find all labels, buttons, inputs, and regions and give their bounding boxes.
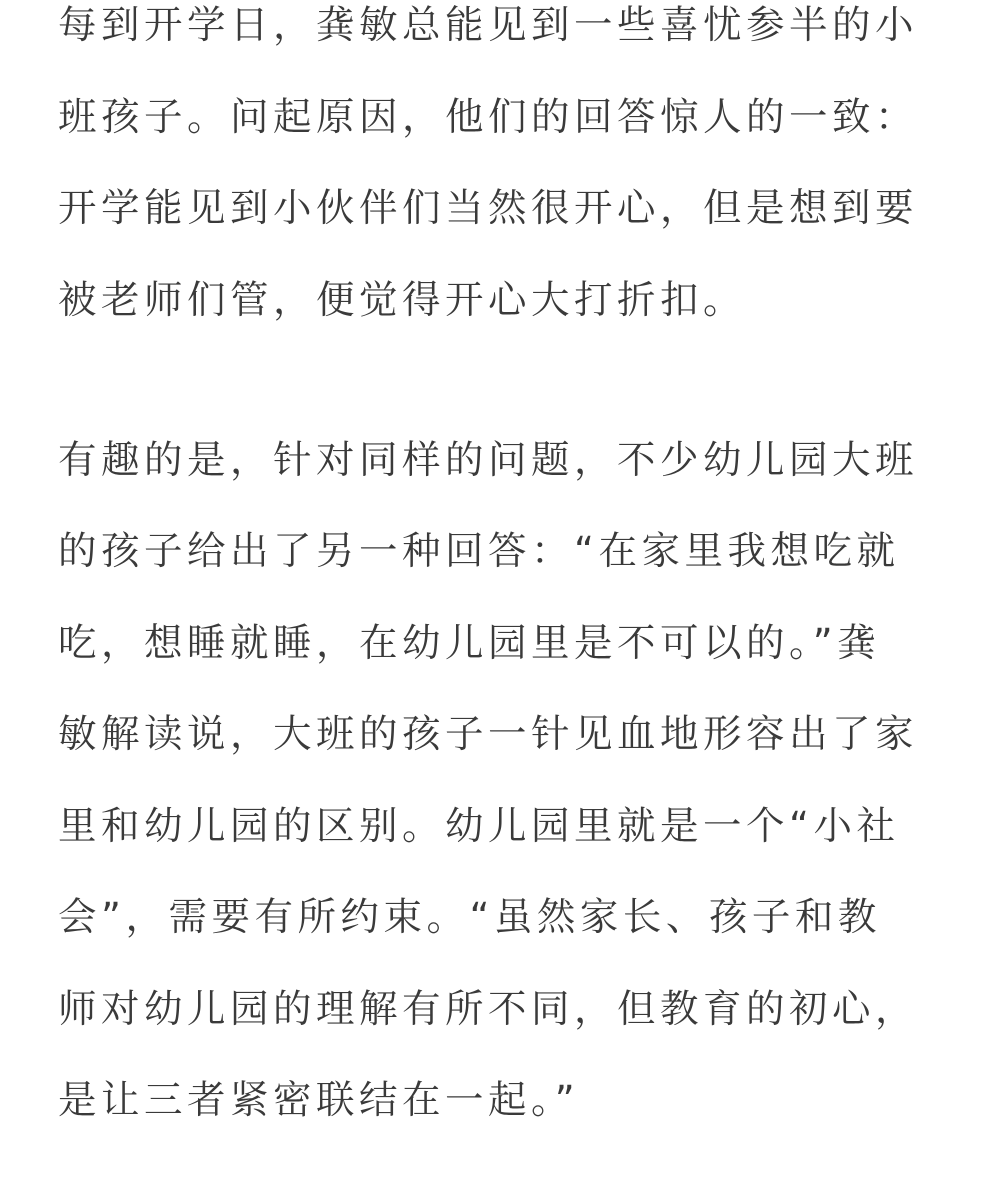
- text-line: 师对幼儿园的理解有所不同，但教育的初心，: [58, 987, 919, 1032]
- text-line: 里和幼儿园的区别。幼儿园里就是一个“小社: [58, 804, 900, 849]
- text-line: 的孩子给出了另一种回答：“在家里我想吃就: [58, 529, 900, 574]
- text-line: 是让三者紧密联结在一起。”: [58, 1078, 580, 1123]
- text-line: 开学能见到小伙伴们当然很开心，但是想到要: [58, 186, 919, 231]
- text-line: 被老师们管，便觉得开心大打折扣。: [58, 278, 747, 323]
- text-line: 会”，需要有所约束。“虽然家长、孩子和教: [58, 895, 881, 940]
- text-line: 敏解读说，大班的孩子一针见血地形容出了家: [58, 712, 919, 757]
- text-line: 有趣的是，针对同样的问题，不少幼儿园大班: [58, 438, 919, 483]
- text-line: 每到开学日，龚敏总能见到一些喜忧参半的小: [58, 3, 919, 48]
- text-line: 班孩子。问起原因，他们的回答惊人的一致：: [58, 95, 919, 140]
- text-line: 吃，想睡就睡，在幼儿园里是不可以的。”龚: [58, 621, 881, 666]
